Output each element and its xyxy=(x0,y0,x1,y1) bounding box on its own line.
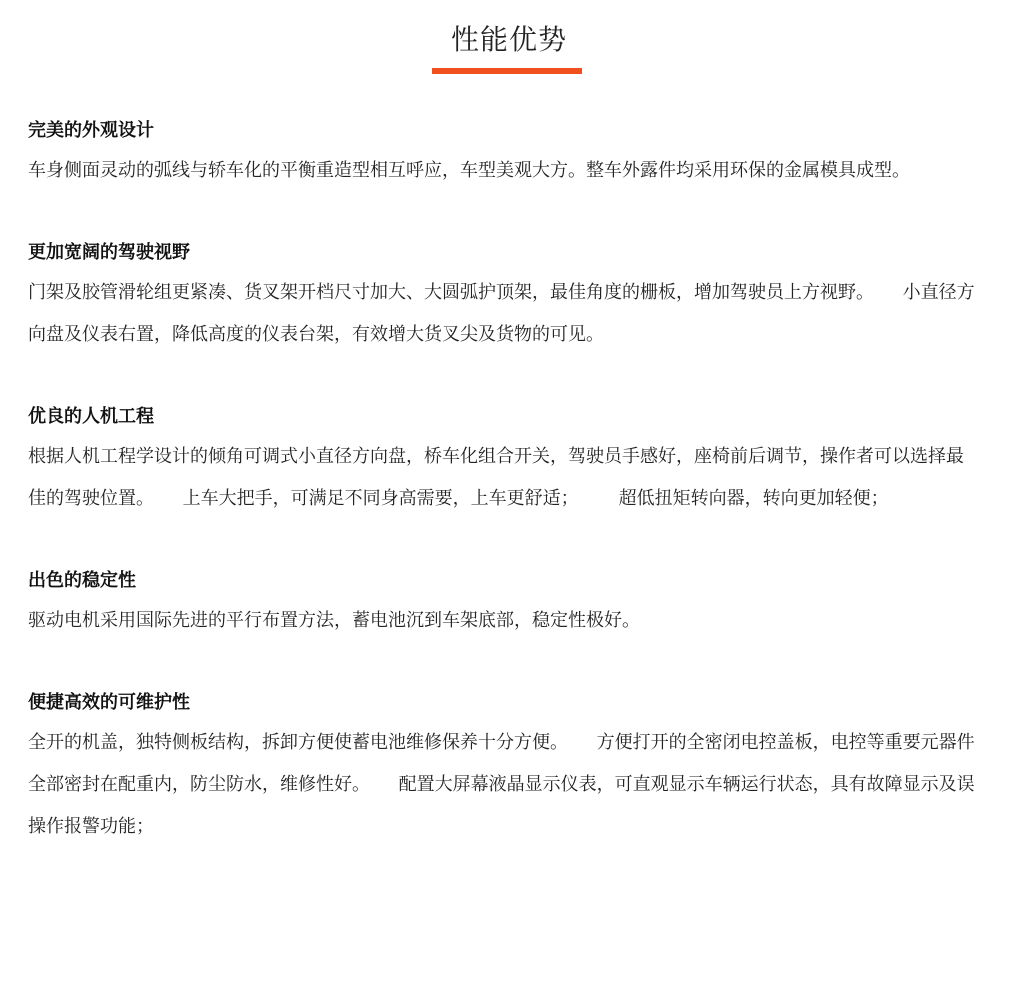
section-body: 门架及胶管滑轮组更紧凑、货叉架开档尺寸加大、大圆弧护顶架，最佳角度的栅板，增加驾驶员上方视野。 小直径方向盘及仪表右置，降低高度的仪表台架，有效增大货叉尖及货物的可见。 xyxy=(28,282,975,345)
section-heading: 出色的稳定性 xyxy=(28,570,136,591)
page-title: 性能优势 xyxy=(450,23,567,56)
section-body: 根据人机工程学设计的倾角可调式小直径方向盘，桥车化组合开关，驾驶员手感好，座椅前后调节，操作者可以选择最佳的驾驶位置。 上车大把手，可满足不同身高需要，上车更舒适； 超低扭矩转向器，转向更加轻便； xyxy=(28,446,964,509)
section-body: 全开的机盖，独特侧板结构，拆卸方便使蓄电池维修保养十分方便。 方便打开的全密闭电控盖板，电控等重要元器件全部密封在配重内，防尘防水，维修性好。 配置大屏幕液晶显示仪表，可直观显示车辆运行状态，具有故障显示及误操作报警功能； xyxy=(28,732,975,837)
section-stability xyxy=(28,562,978,642)
section-heading: 便捷高效的可维护性 xyxy=(28,692,190,713)
section-maintainability xyxy=(28,684,978,848)
section-body: 车身侧面灵动的弧线与轿车化的平衡重造型相互呼应，车型美观大方。整车外露件均采用环保的金属模具成型。 xyxy=(28,160,910,181)
section-visibility xyxy=(28,234,978,356)
title-underline xyxy=(432,68,582,74)
section-body: 驱动电机采用国际先进的平行布置方法，蓄电池沉到车架底部，稳定性极好。 xyxy=(28,610,640,631)
section-heading: 完美的外观设计 xyxy=(28,120,154,141)
page-header xyxy=(0,20,1018,60)
section-heading: 更加宽阔的驾驶视野 xyxy=(28,242,190,263)
section-appearance xyxy=(28,112,978,192)
content-area xyxy=(28,112,978,890)
section-ergonomics xyxy=(28,398,978,520)
section-heading: 优良的人机工程 xyxy=(28,406,154,427)
